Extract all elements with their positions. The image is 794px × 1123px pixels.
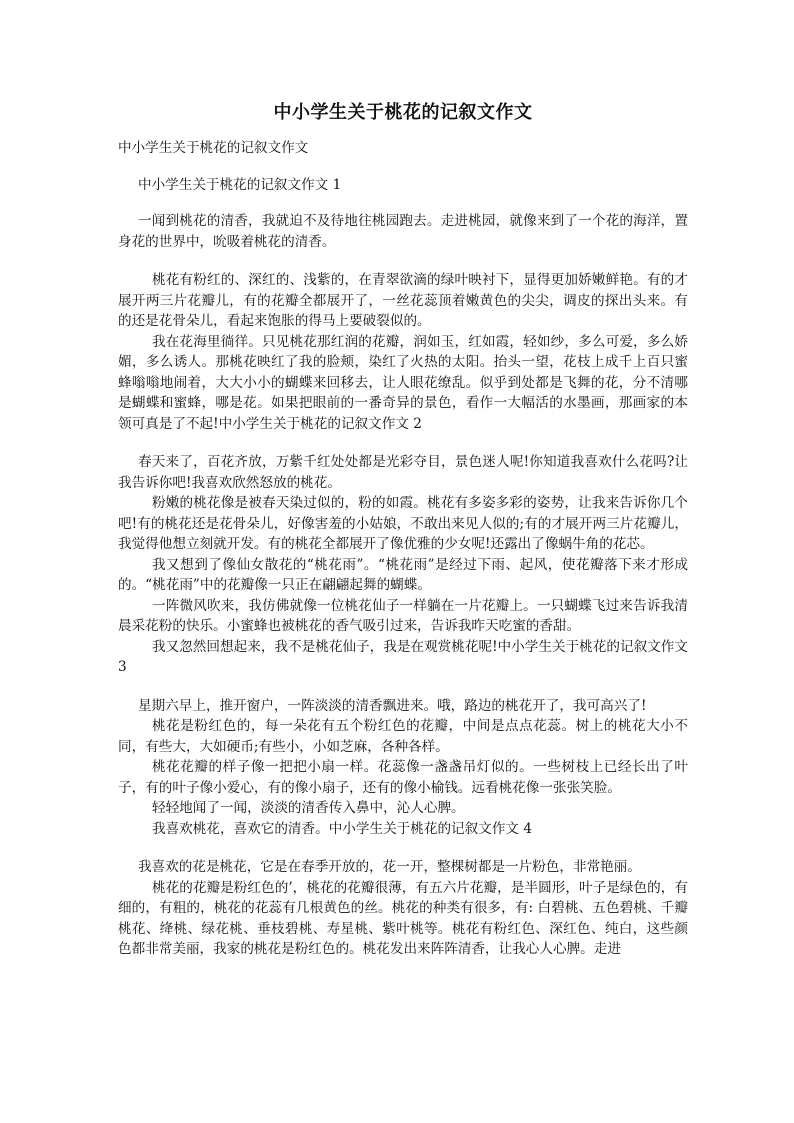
section-heading: 中小学生关于桃花的记叙文作文 1 [138,176,342,193]
paragraph: 我喜欢的花是桃花，它是在春季开放的，花一开，整棵树都是一片粉色，非常艳丽。 [138,859,641,875]
document-page [118,100,688,960]
paragraph: 星期六早上，推开窗户，一阵淡淡的清香飘进来。哦，路边的桃花开了，我可高兴了! [138,697,647,714]
paragraph: 我又想到了像仙女散花的“桃花雨”。“桃花雨”是经过下雨、起风，使花瓣落下来才形成的。“桃花雨”中的花瓣像一只正在翩翩起舞的蝴蝶。 [118,556,688,593]
paragraph: 春天来了，百花齐放，万紫千红处处都是光彩夺目，景色迷人呢!你知道我喜欢什么花吗?让我告诉你吧!我喜欢欣然怒放的桃花。 [118,454,688,491]
paragraph: 一闻到桃花的清香，我就迫不及待地往桃园跑去。走进桃园，就像来到了一个花的海洋，置身花的世界中，吮吸着桃花的清香。 [118,213,688,250]
paragraph: 我在花海里徜徉。只见桃花那红润的花瓣，润如玉，红如霞，轻如纱，多么可爱，多么娇媚，多么诱人。那桃花映红了我的脸颊，染红了火热的太阳。抬头一望，花枝上成千上百只蜜蜂嗡嗡地闹着，大大小小的蝴蝶来回移去，让人眼花缭乱。似乎到处都是飞舞的花，分不清哪是蝴蝶和蜜蜂，哪是花。如果把眼前的一番奇异的景色，看作一大幅活的水墨画，那画家的本领可真是了不起!中小学生关于桃花的记叙文作文 2 [118,333,688,432]
paragraph: 我喜欢桃花，喜欢它的清香。中小学生关于桃花的记叙文作文 4 [152,820,532,837]
page-title: 中小学生关于桃花的记叙文作文 [273,102,533,123]
paragraph: 桃花有粉红的、深红的、浅紫的，在青翠欲滴的绿叶映衬下，显得更加娇嫩鲜艳。有的才展开两三片花瓣儿，有的花瓣全都展开了，一丝花蕊顶着嫩黄色的尖尖，调皮的探出头来。有的还是花骨朵儿，看起来饱胀的得马上要破裂似的。 [118,272,688,329]
paragraph: 桃花花瓣的样子像一把把小扇一样。花蕊像一盏盏吊灯似的。一些树枝上已经长出了叶子，有的叶子像小爱心，有的像小扇子，还有的像小榆钱。远看桃花像一张张笑脸。 [118,759,688,796]
paragraph: 一阵微风吹来，我仿佛就像一位桃花仙子一样躺在一片花瓣上。一只蝴蝶飞过来告诉我清晨采花粉的快乐。小蜜蜂也被桃花的香气吸引过来，告诉我昨天吃蜜的香甜。 [118,597,688,634]
paragraph: 桃花是粉红色的，每一朵花有五个粉红色的花瓣，中间是点点花蕊。树上的桃花大小不同，有些大，大如硬币;有些小，小如芝麻，各种各样。 [118,718,688,755]
paragraph: 桃花的花瓣是粉红色的’，桃花的花瓣很薄，有五六片花瓣，是半圆形，叶子是绿色的，有细的，有粗的，桃花的花蕊有几根黄色的丝。桃花的种类有很多，有: 白碧桃、五色碧桃、千瓣桃花、绛桃、绿花桃、垂枝碧桃、寿星桃、紫叶桃等。桃花有粉红色、深红色、纯白，这些颜色都非常美丽，我家的桃花是粉红色的。桃花发出来阵阵清香，让我心人心脾。走进 [118,879,688,957]
paragraph: 我又忽然回想起来，我不是桃花仙子，我是在观赏桃花呢!中小学生关于桃花的记叙文作文 3 [118,638,688,675]
paragraph: 轻轻地闻了一闻，淡淡的清香传入鼻中，沁人心脾。 [152,800,465,816]
paragraph: 粉嫩的桃花像是被春天染过似的，粉的如霞。桃花有多姿多彩的姿势，让我来告诉你几个吧!有的桃花还是花骨朵儿，好像害羞的小姑娘，不敢出来见人似的;有的才展开两三片花瓣儿，我觉得他想立刻就开发。有的桃花全都展开了像优雅的少女呢!还露出了像蜗牛角的花芯。 [118,495,688,552]
document-subtitle: 中小学生关于桃花的记叙文作文 [118,140,309,156]
